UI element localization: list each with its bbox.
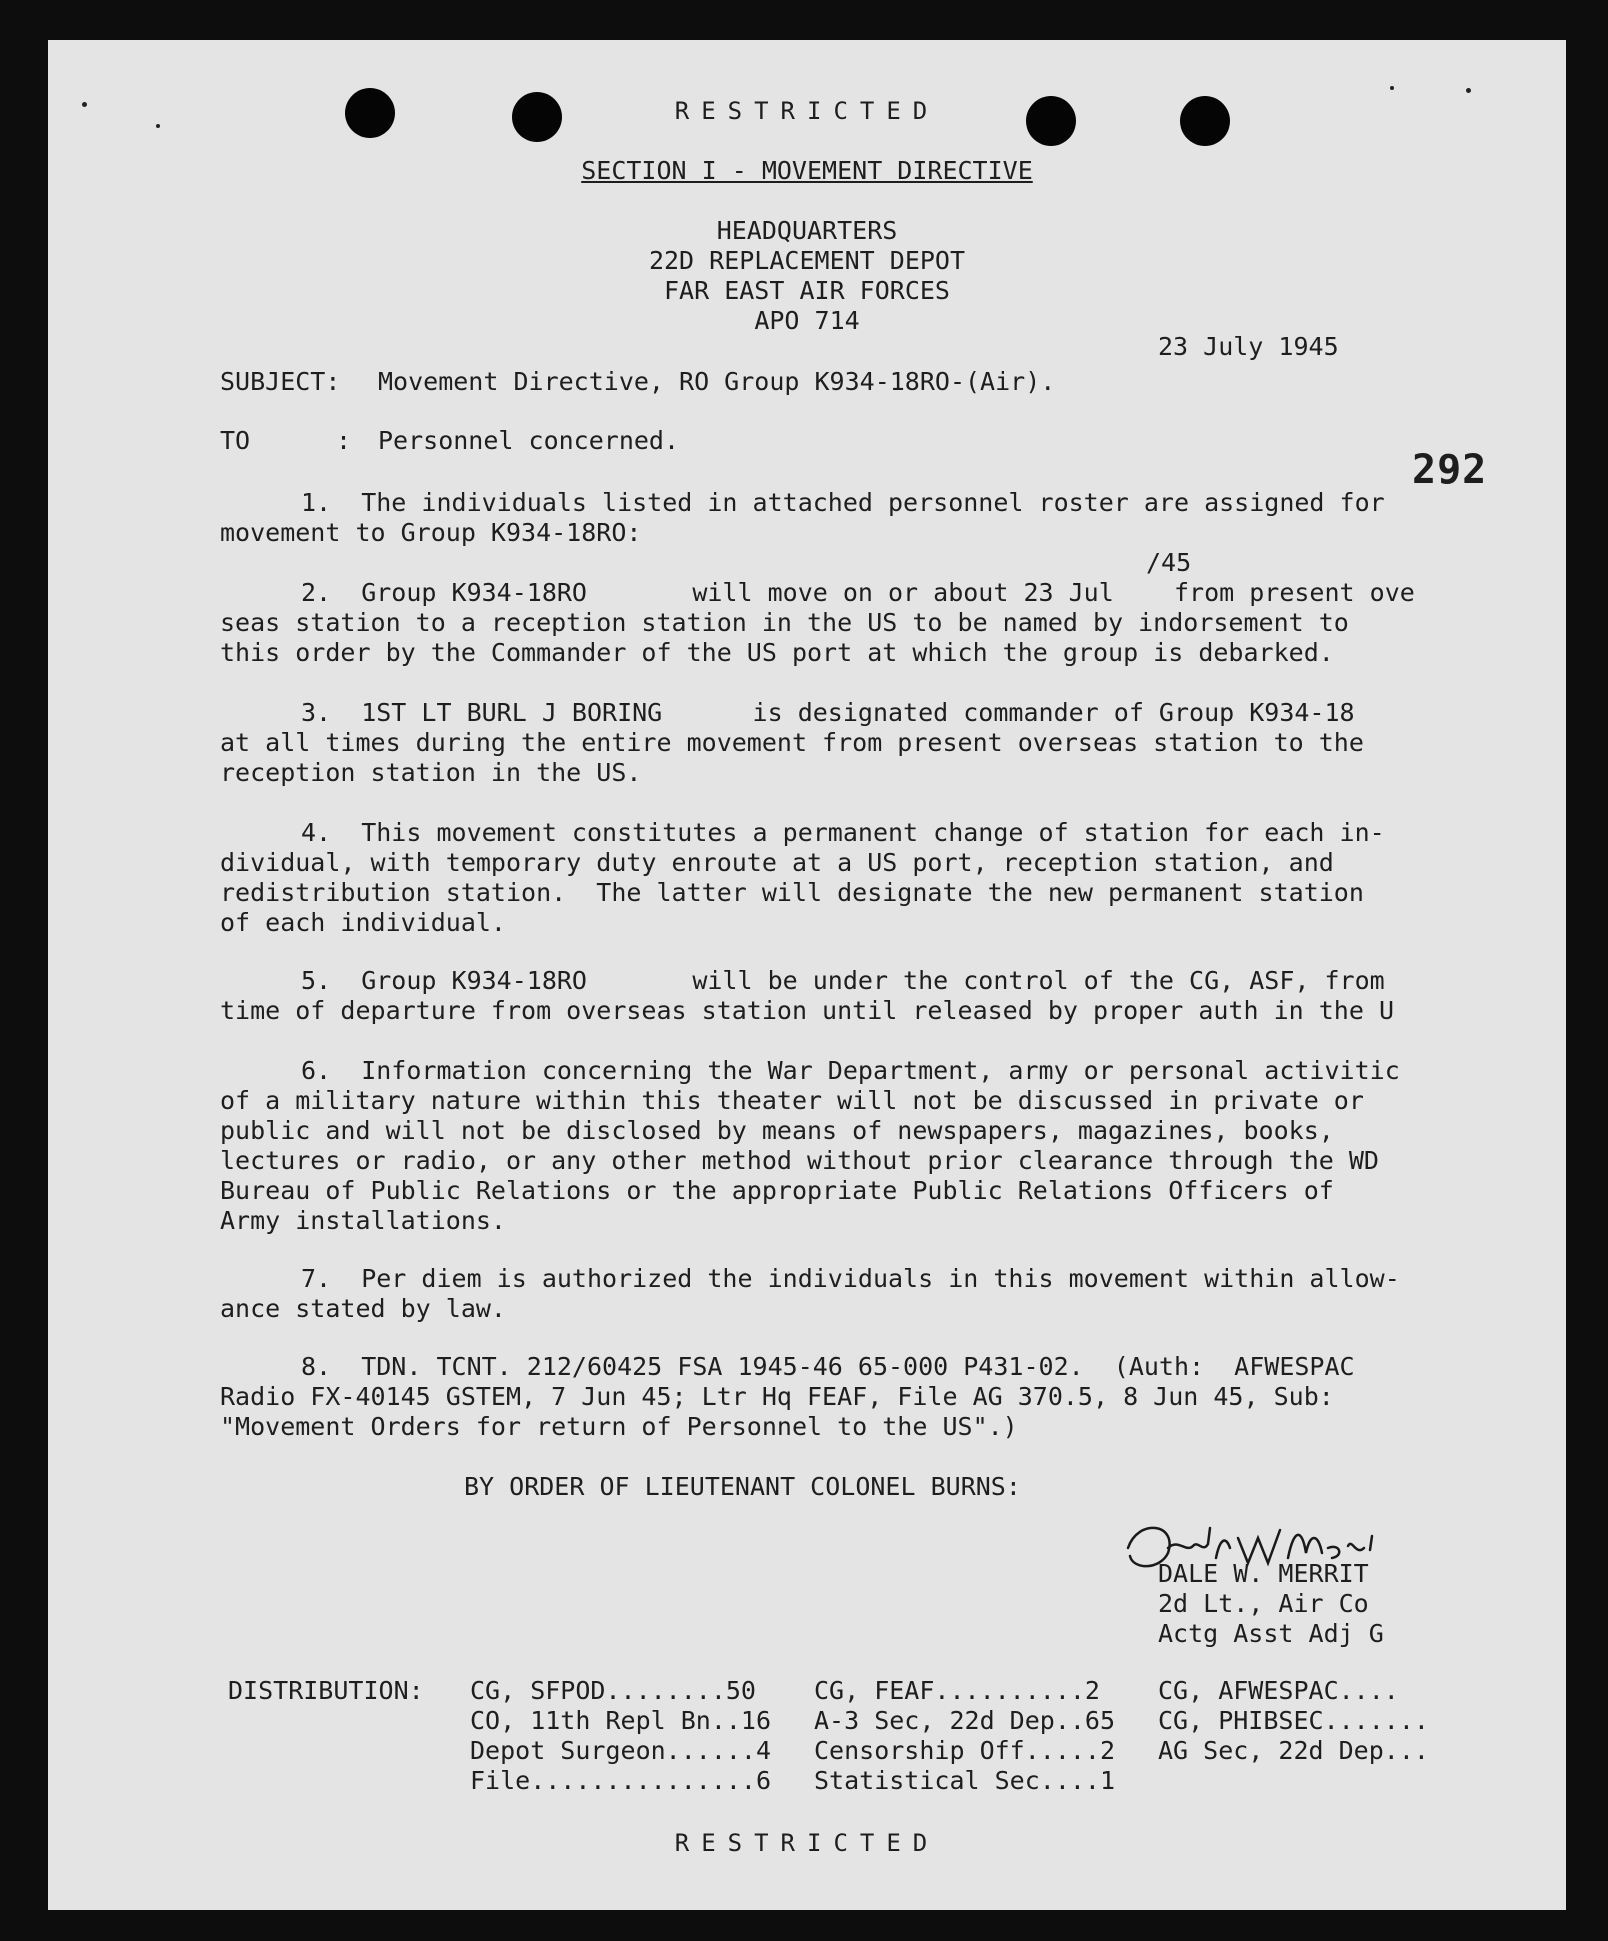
p6-line-5: Bureau of Public Relations or the appropriate Public Relations Officers of [220, 1176, 1334, 1205]
by-order-line: BY ORDER OF LIEUTENANT COLONEL BURNS: [464, 1472, 1021, 1501]
handwritten-year: /45 [1146, 548, 1192, 577]
hq-line-3: FAR EAST AIR FORCES [664, 276, 950, 305]
p5-line-2: time of departure from overseas station until released by proper auth in the U [220, 996, 1394, 1025]
speck [1390, 86, 1394, 90]
p4-line-2: dividual, with temporary duty enroute at a US port, reception station, and [220, 848, 1334, 877]
signer-rank: 2d Lt., Air Co [1158, 1589, 1369, 1618]
distribution-col1-row2: CO, 11th Repl Bn..16 [470, 1706, 772, 1735]
p6-line-4: lectures or radio, or any other method without prior clearance through the WD [220, 1146, 1379, 1175]
document-date: 23 July 1945 [1158, 332, 1339, 361]
p4-line-4: of each individual. [220, 908, 506, 937]
distribution-col3-row1: CG, AFWESPAC.... [1158, 1676, 1399, 1705]
subject-label: SUBJECT: [220, 367, 341, 396]
p7-line-1: 7. Per diem is authorized the individuals in this movement within allow- [301, 1264, 1400, 1293]
distribution-col1-row1: CG, SFPOD........50 [470, 1676, 756, 1705]
distribution-col2-row3: Censorship Off.....2 [814, 1736, 1116, 1765]
p8-line-1: 8. TDN. TCNT. 212/60425 FSA 1945-46 65-000 P431-02. (Auth: AFWESPAC [301, 1352, 1355, 1381]
restricted-footer: RESTRICTED [674, 1829, 940, 1857]
distribution-col2-row4: Statistical Sec....1 [814, 1766, 1116, 1795]
p6-line-3: public and will not be disclosed by means of newspapers, magazines, books, [220, 1116, 1334, 1145]
document-page [48, 40, 1566, 1910]
page-number: 292 [1412, 447, 1488, 493]
distribution-col2-row2: A-3 Sec, 22d Dep..65 [814, 1706, 1116, 1735]
hq-line-2: 22D REPLACEMENT DEPOT [648, 246, 966, 275]
distribution-col3-row2: CG, PHIBSEC....... [1158, 1706, 1429, 1735]
hq-line-1: HEADQUARTERS [716, 216, 898, 245]
restricted-header: RESTRICTED [674, 97, 940, 125]
to-label: TO [220, 426, 251, 455]
p3-line-2: at all times during the entire movement from present overseas station to the [220, 728, 1364, 757]
p3-line-3: reception station in the US. [220, 758, 642, 787]
distribution-label: DISTRIBUTION: [228, 1676, 424, 1705]
p2-line-2: seas station to a reception station in the US to be named by indorsement to [220, 608, 1349, 637]
speck [1466, 88, 1471, 93]
subject-text: Movement Directive, RO Group K934-18RO-(Air). [378, 367, 1056, 396]
section-title-row [48, 156, 1566, 186]
hq-line-4: APO 714 [754, 306, 860, 335]
distribution-col1-row4: File...............6 [470, 1766, 772, 1795]
p3-line-1: 3. 1ST LT BURL J BORING is designated commander of Group K934-18 [301, 698, 1355, 727]
p4-line-3: redistribution station. The latter will designate the new permanent station [220, 878, 1364, 907]
distribution-col3-row3: AG Sec, 22d Dep... [1158, 1736, 1429, 1765]
p7-line-2: ance stated by law. [220, 1294, 506, 1323]
p6-line-2: of a military nature within this theater will not be discussed in private or [220, 1086, 1364, 1115]
p5-line-1: 5. Group K934-18RO will be under the control of the CG, ASF, from [301, 966, 1385, 995]
p6-line-1: 6. Information concerning the War Department, army or personal activitic [301, 1056, 1400, 1085]
p8-line-2: Radio FX-40145 GSTEM, 7 Jun 45; Ltr Hq FEAF, File AG 370.5, 8 Jun 45, Sub: [220, 1382, 1334, 1411]
p2-line-1: 2. Group K934-18RO will move on or about 23 Jul from present ove [301, 578, 1415, 607]
signer-name: DALE W. MERRIT [1158, 1559, 1369, 1588]
distribution-col1-row3: Depot Surgeon......4 [470, 1736, 772, 1765]
p4-line-1: 4. This movement constitutes a permanent change of station for each in- [301, 818, 1385, 847]
section-title: SECTION I - MOVEMENT DIRECTIVE [581, 156, 1033, 185]
signer-title: Actg Asst Adj G [1158, 1619, 1384, 1648]
p6-line-6: Army installations. [220, 1206, 506, 1235]
p1-line-2: movement to Group K934-18RO: [220, 518, 642, 547]
p2-line-3: this order by the Commander of the US port at which the group is debarked. [220, 638, 1334, 667]
distribution-col2-row1: CG, FEAF..........2 [814, 1676, 1100, 1705]
to-colon: : [336, 426, 352, 455]
to-text: Personnel concerned. [378, 426, 680, 455]
p1-line-1: 1. The individuals listed in attached personnel roster are assigned for [301, 488, 1385, 517]
p8-line-3: "Movement Orders for return of Personnel to the US".) [220, 1412, 1018, 1441]
